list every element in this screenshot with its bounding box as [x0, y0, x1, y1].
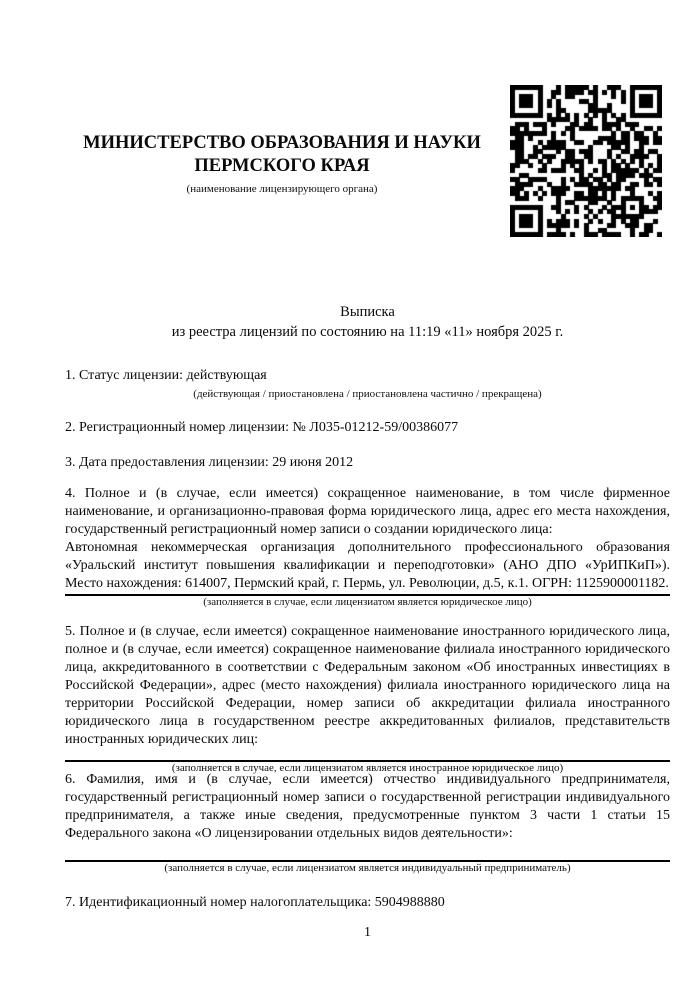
title-line1: Выписка: [340, 304, 395, 320]
license-date-value: 29 июня 2012: [272, 455, 354, 470]
field-legal-entity: [65, 485, 670, 609]
licensing-authority-caption: (наименование лицензирующего органа): [186, 183, 378, 195]
ministry-name-line1: МИНИСТЕРСТВО ОБРАЗОВАНИЯ И НАУКИ: [83, 133, 481, 153]
foreign-entity-value: [65, 749, 670, 759]
field-label: 5. Полное и (в случае, если имеется) сокращенное наименование иностранного юридического лица, полное и (в случае, если имеется) сокращенное наименование филиала иностранного юридического лица, аккредитованного в соответствии с Федеральным законом «Об иностранных инвестициях в Российской Федерации», адрес (место нахождения) филиала иностранного юридического лица на территории Российской Федерации, номер записи об аккредитации филиала иностранного юридического лица в государственном реестре аккредитованных филиалов, представительств иностранных юридических лиц:: [65, 624, 670, 747]
field-label: 7. Идентификационный номер налогоплательщика:: [65, 895, 375, 910]
ministry-name-line2: ПЕРМСКОГО КРАЯ: [194, 156, 370, 176]
field-label: 4. Полное и (в случае, если имеется) сокращенное наименование, в том числе фирменное наименование, и организационно-правовая форма юридического лица, адрес его места нахождения, государственный регистрационный номер записи о создании юридического лица:: [65, 486, 670, 537]
field-line: [65, 894, 670, 912]
field-caption: (заполняется в случае, если лицензиатом является индивидуальный предприниматель): [164, 862, 571, 874]
status-value: действующая: [186, 368, 267, 383]
field-label: 3. Дата предоставления лицензии:: [65, 455, 273, 470]
document-title: [65, 302, 670, 342]
field-label: 1. Статус лицензии:: [65, 368, 187, 383]
field-label: 6. Фамилия, имя и (в случае, если имеется) отчество индивидуального предпринимателя, государственный регистрационный номер записи о государственной регистрации индивидуального предпринимателя, а также иные сведения, предусмотренные пунктом 3 части 1 статьи 15 Федерального закона «О лицензировании отдельных видов деятельности»:: [65, 772, 670, 841]
field-line: [65, 419, 670, 437]
field-individual-entrepreneur: [65, 771, 670, 875]
inn-value: 5904988880: [374, 895, 445, 910]
field-line: [65, 367, 670, 385]
field-taxpayer-number: [65, 894, 670, 912]
ministry-header: [65, 132, 499, 196]
legal-entity-value: Автономная некоммерческая организация дополнительного профессионального образования «Уральский институт повышения квалификации и переподготовки» (АНО ДПО «УрИПКиП»). Место нахождения: 614007, Пермский край, г. Пермь, ул. Революции, д.5, к.1. ОГРН: 1125900001182.: [65, 540, 670, 591]
field-foreign-entity: [65, 623, 670, 775]
entrepreneur-value: [65, 843, 670, 859]
field-line: [65, 454, 670, 472]
field-caption: (заполняется в случае, если лицензиатом является иностранное юридическое лицо): [171, 762, 564, 774]
registration-number-value: № Л035-01212-59/00386077: [292, 420, 459, 435]
field-license-date: [65, 454, 670, 472]
field-registration-number: [65, 419, 670, 437]
page-number: 1: [364, 925, 371, 940]
field-license-status: [65, 367, 670, 401]
field-label: 2. Регистрационный номер лицензии:: [65, 420, 293, 435]
field-caption: (заполняется в случае, если лицензиатом является юридическое лицо): [203, 596, 532, 608]
title-line2: из реестра лицензий по состоянию на 11:19 «11» ноября 2025 г.: [171, 324, 564, 340]
field-caption: (действующая / приостановлена / приостановлена частично / прекращена): [193, 388, 542, 400]
qr-code-icon: [510, 85, 662, 237]
